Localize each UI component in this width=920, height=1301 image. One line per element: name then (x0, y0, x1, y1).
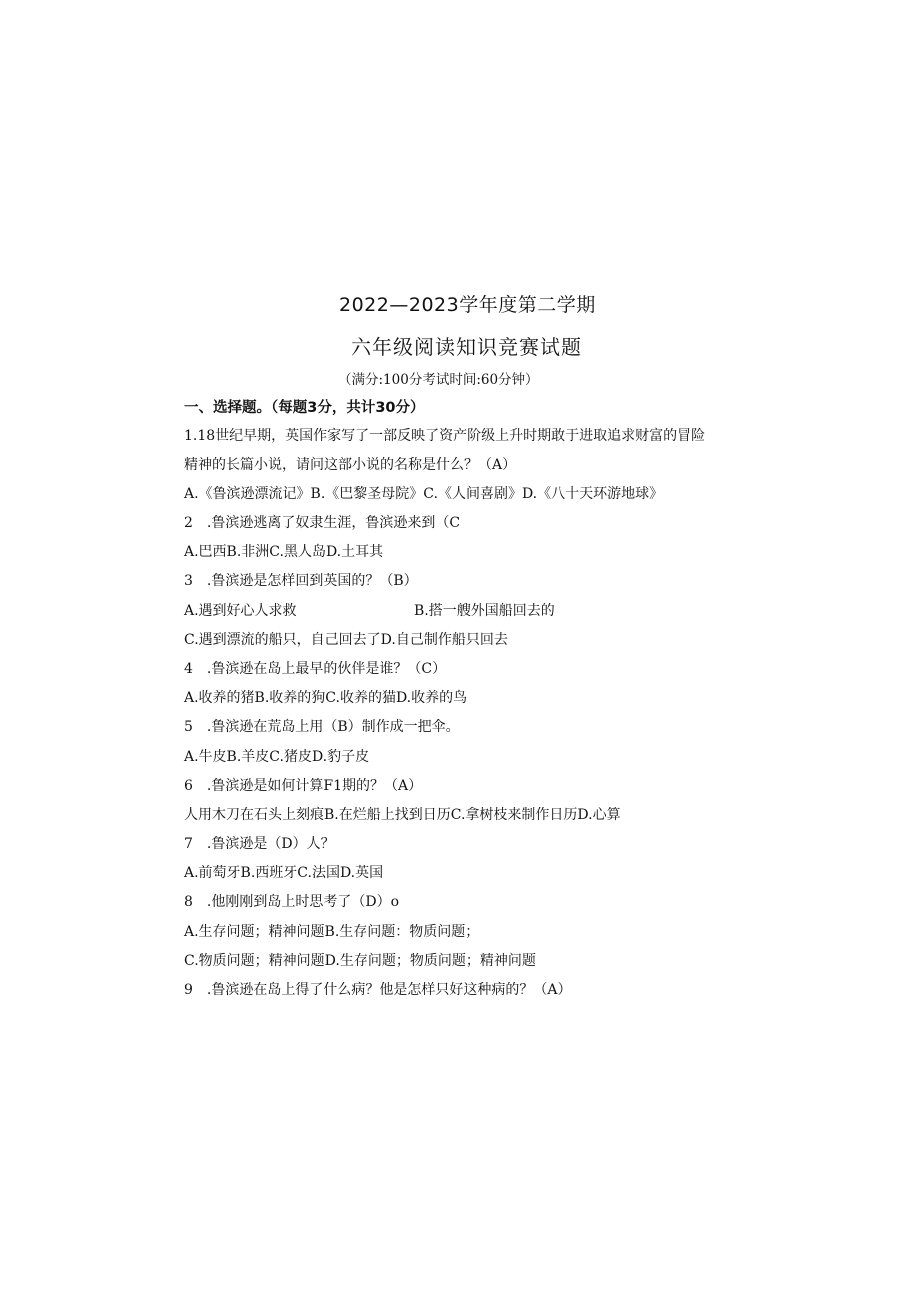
option-line: B.搭一艘外国船回去的 (414, 603, 555, 619)
option-line: A.牛皮B.羊皮C.猪皮D.豹子皮 (184, 749, 370, 765)
question-line: 2 .鲁滨逊逃离了奴隶生涯，鲁滨逊来到（C (184, 515, 461, 531)
option-line: A.遇到好心人求救 (184, 603, 297, 619)
option-line: A.生存问题；精神问题B.生存问题：物质问题； (184, 924, 480, 940)
option-line: A.巴西B.非洲C.黑人岛D.土耳其 (184, 544, 384, 560)
page-title: 2022—2023学年度第二学期 (339, 294, 596, 316)
question-line: 精神的长篇小说，请问这部小说的名称是什么？（A） (184, 457, 517, 473)
question-line: 4 .鲁滨逊在岛上最早的伙伴是谁？（C） (184, 661, 447, 677)
option-line: 人用木刀在石头上刻痕B.在烂船上找到日历C.拿树枝来制作日历D.心算 (184, 807, 621, 823)
option-line: C.遇到漂流的船只，自己回去了D.自己制作船只回去 (184, 632, 508, 648)
page-subtitle: 六年级阅读知识竞赛试题 (351, 335, 582, 359)
option-line: A.收养的猪B.收养的狗C.收养的猫D.收养的鸟 (184, 690, 468, 706)
option-line: A.前萄牙B.西班牙C.法国D.英国 (184, 865, 384, 881)
exam-note: （满分:100分考试时间:60分钟） (338, 372, 539, 388)
section-heading: 一、选择题。（每题3分，共计30分） (184, 400, 425, 416)
question-line: 6 .鲁滨逊是如何计算F1期的？（A） (184, 778, 423, 794)
option-line: A.《鲁滨逊漂流记》B.《巴黎圣母院》C.《人间喜剧》D.《八十天环游地球》 (184, 486, 664, 502)
question-line: 8 .他刚刚到岛上时思考了（D）o (184, 894, 400, 910)
question-line: 9 .鲁滨逊在岛上得了什么病？他是怎样只好这种病的？（A） (184, 982, 572, 998)
question-line: 1.18世纪早期，英国作家写了一部反映了资产阶级上升时期敢于进取追求财富的冒险 (184, 428, 706, 444)
question-line: 3 .鲁滨逊是怎样回到英国的？（B） (184, 573, 418, 589)
question-line: 5 .鲁滨逊在荒岛上用（B）制作成一把伞。 (184, 719, 460, 735)
question-line: 7 .鲁滨逊是（D）人？ (184, 836, 335, 852)
option-line: C.物质问题；精神问题D.生存问题；物质问题；精神问题 (184, 953, 536, 969)
